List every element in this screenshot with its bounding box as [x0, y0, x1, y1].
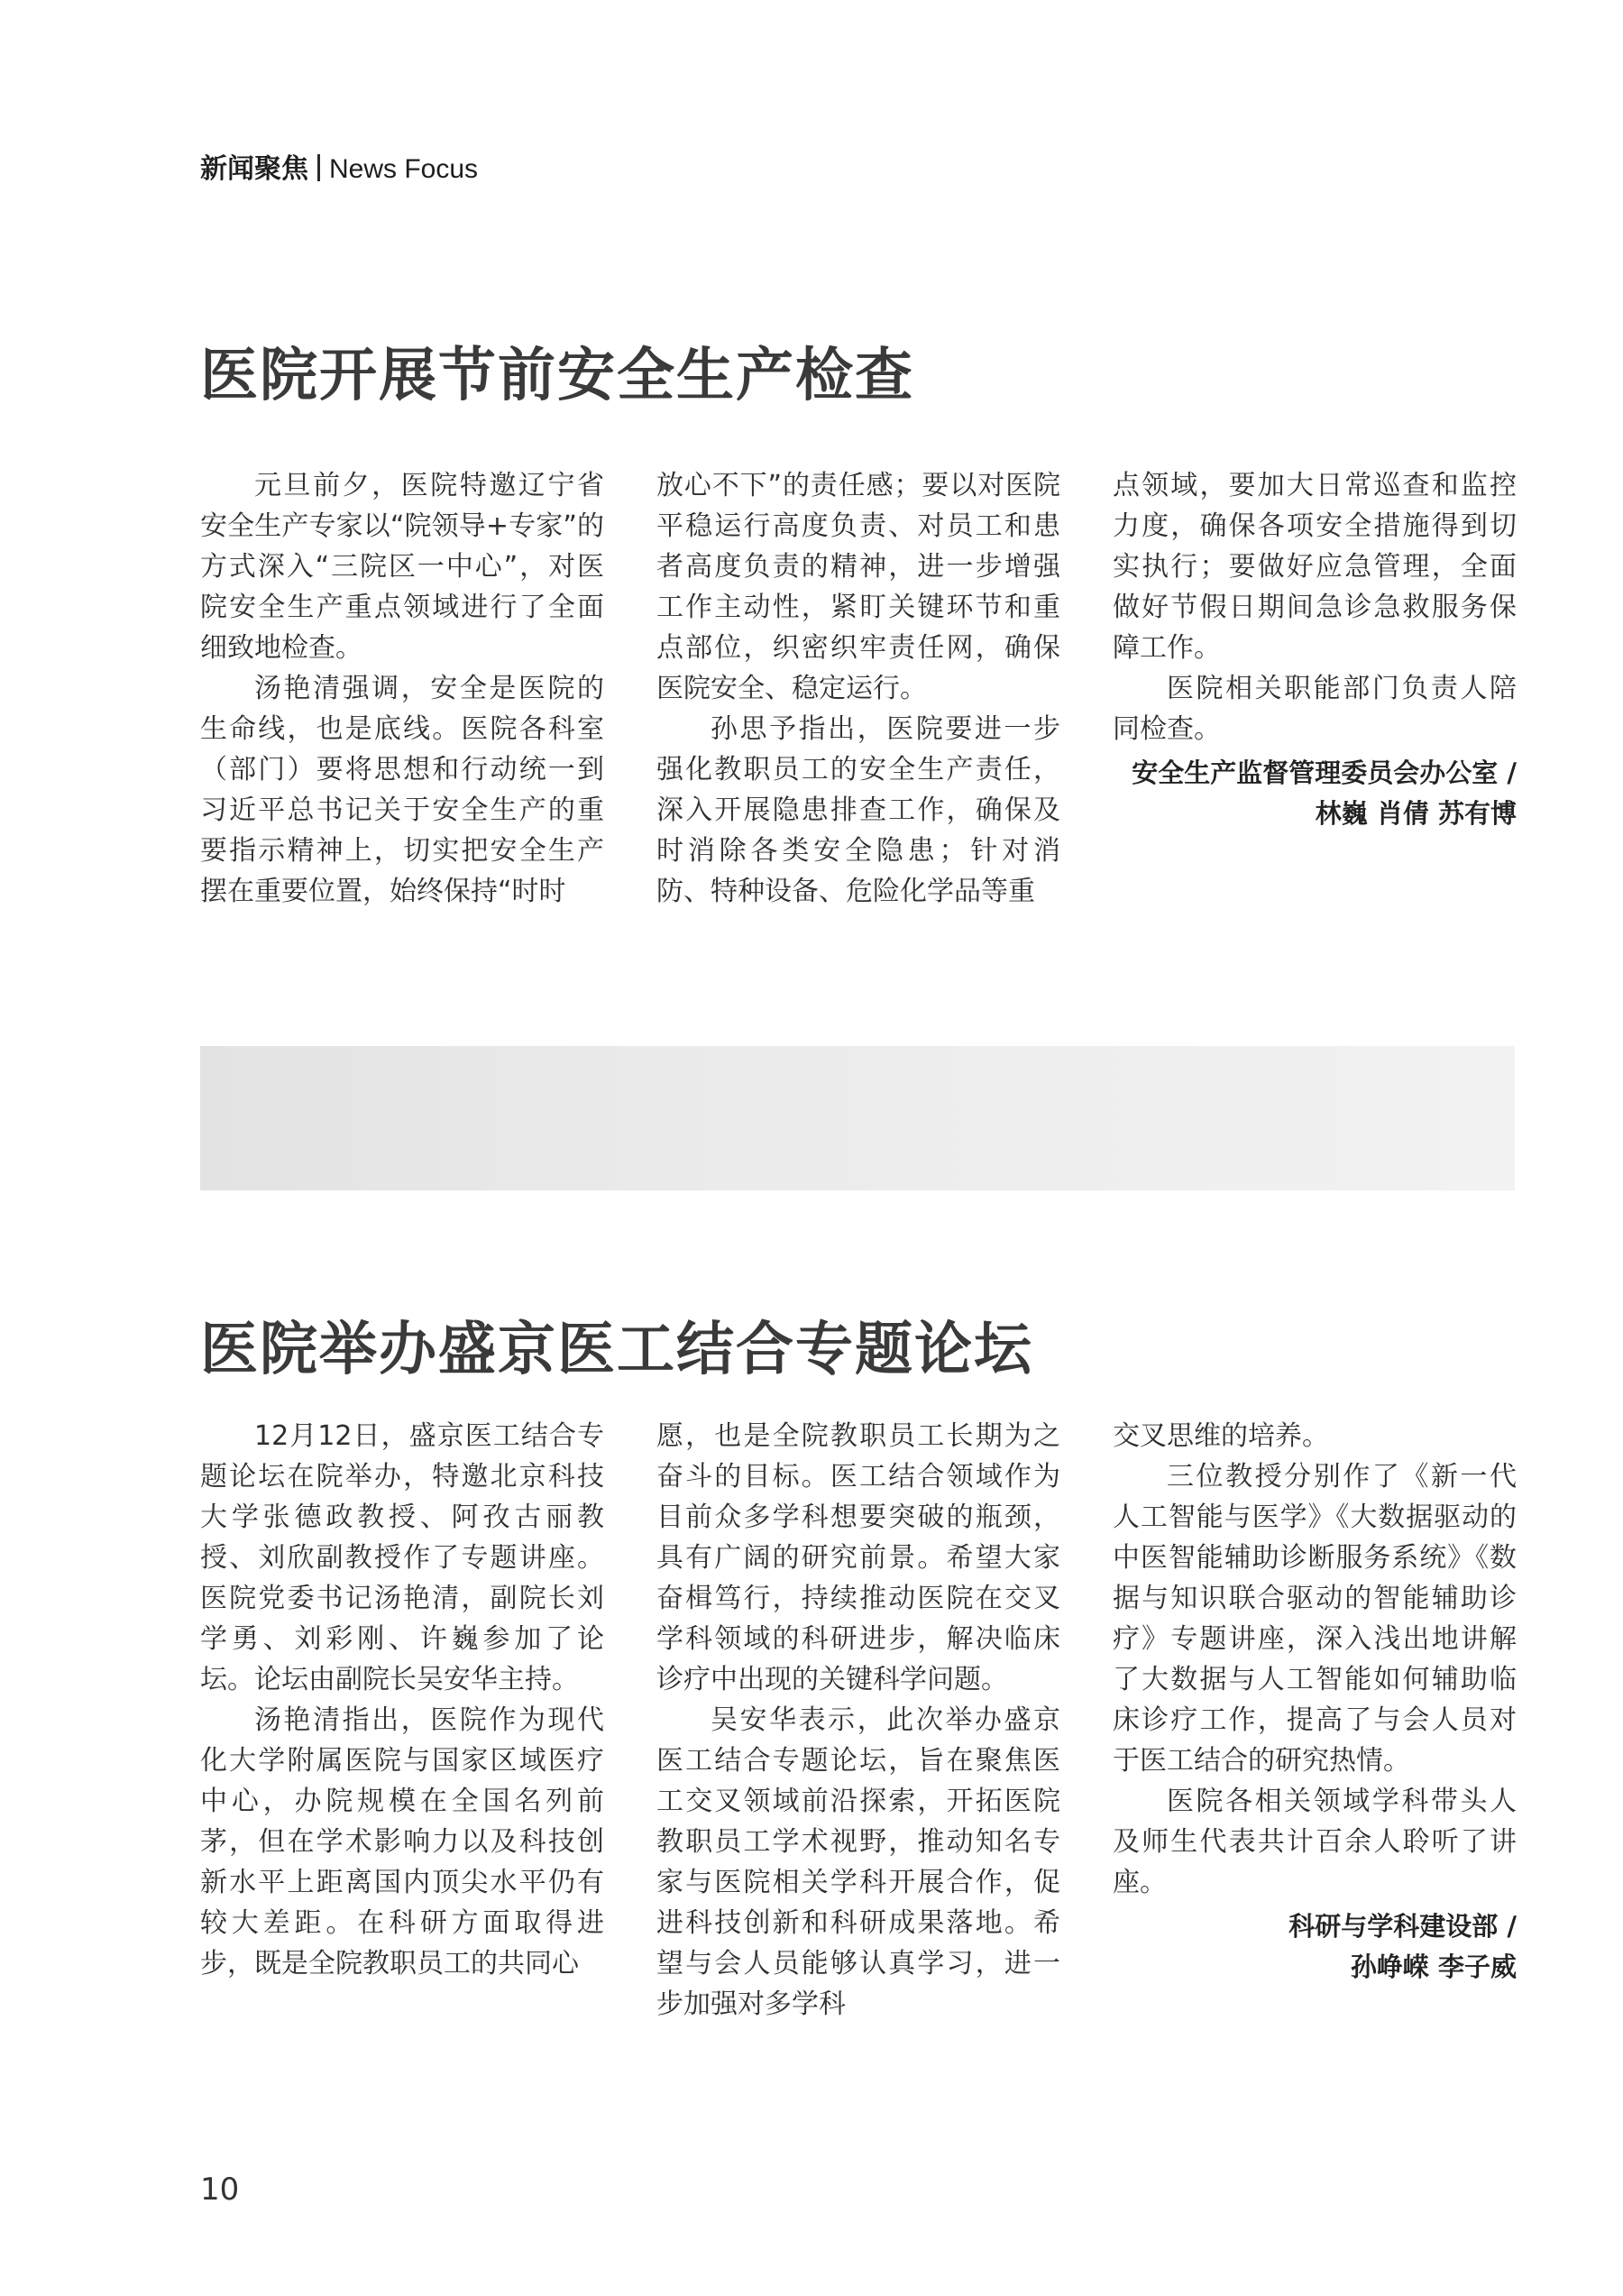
- article1-paragraph: 医院相关职能部门负责人陪同检查。: [1113, 673, 1517, 745]
- article1-paragraph: 点领域，要加大日常巡查和监控力度，确保各项安全措施得到切实执行；要做好应急管理，全面做好节假日期间急诊急救服务保障工作。: [1113, 470, 1517, 664]
- page-number: 10: [200, 2172, 240, 2208]
- article1-column-2: [656, 465, 1060, 916]
- article1-title: 医院开展节前安全生产检查: [200, 343, 914, 409]
- article1-byline: [1113, 753, 1517, 834]
- article1-paragraph: 放心不下”的责任感；要以对医院平稳运行高度负责、对员工和患者高度负责的精神，进一步增强工作主动性，紧盯关键环节和重点部位，织密织牢责任网，确保医院安全、稳定运行。: [656, 470, 1060, 704]
- article2-column-2: [656, 1416, 1060, 2020]
- article2-column-1: [200, 1416, 604, 1984]
- article2-byline: [1113, 1906, 1517, 1988]
- section-label-cn: 新闻聚焦: [200, 153, 308, 185]
- article1-byline-org: 安全生产监督管理委员会办公室 /: [1132, 758, 1517, 788]
- article2-paragraph: 愿，也是全院教职员工长期为之奋斗的目标。医工结合领域作为目前众多学科想要突破的瓶颈，具有广阔的研究前景。希望大家奋楫笃行，持续推动医院在交叉学科领域的科研进步，解决临床诊疗中出现的关键科学问题。: [656, 1420, 1060, 1695]
- section-label-en: News Focus: [329, 154, 479, 184]
- article1-paragraph: 孙思予指出，医院要进一步强化教职员工的安全生产责任，深入开展隐患排查工作，确保及时消除各类安全隐患；针对消防、特种设备、危险化学品等重: [656, 713, 1060, 907]
- article2-paragraph: 医院各相关领域学科带头人及师生代表共计百余人聆听了讲座。: [1113, 1786, 1517, 1898]
- article2-paragraph: 汤艳清指出，医院作为现代化大学附属医院与国家区域医疗中心，办院规模在全国名列前茅，但在学术影响力以及科技创新水平上距离国内顶尖水平仍有较大差距。在科研方面取得进步，既是全院教职员工的共同心: [200, 1704, 604, 1979]
- article1-byline-names: 林巍 肖倩 苏有博: [1315, 798, 1517, 829]
- article2-title: 医院举办盛京医工结合专题论坛: [200, 1317, 1033, 1383]
- article1-column-3: [1113, 465, 1517, 916]
- article1-column-1: [200, 465, 604, 916]
- article2-body: [200, 1416, 1517, 2020]
- article2-byline-names: 孙峥嵘 李子威: [1350, 1952, 1517, 1982]
- section-header: [200, 146, 478, 186]
- article2-byline-org: 科研与学科建设部 /: [1288, 1911, 1517, 1942]
- article2-paragraph: 12月12日，盛京医工结合专题论坛在院举办，特邀北京科技大学张德政教授、阿孜古丽教授、刘欣副教授作了专题讲座。医院党委书记汤艳清，副院长刘学勇、刘彩刚、许巍参加了论坛。论坛由副院长吴安华主持。: [200, 1420, 604, 1695]
- section-divider: [317, 154, 320, 181]
- article2-paragraph: 三位教授分别作了《新一代人工智能与医学》《大数据驱动的中医智能辅助诊断服务系统》《数据与知识联合驱动的智能辅助诊疗》专题讲座，深入浅出地讲解了大数据与人工智能如何辅助临床诊疗工作，提高了与会人员对于医工结合的研究热情。: [1113, 1461, 1517, 1777]
- article1-body: [200, 465, 1517, 916]
- article2-paragraph: 交叉思维的培养。: [1113, 1420, 1329, 1452]
- article2-paragraph: 吴安华表示，此次举办盛京医工结合专题论坛，旨在聚焦医工交叉领域前沿探索，开拓医院教职员工学术视野，推动知名专家与医院相关学科开展合作，促进科技创新和科研成果落地。希望与会人员能够认真学习，进一步加强对多学科: [656, 1704, 1060, 2020]
- article1-paragraph: 汤艳清强调，安全是医院的生命线，也是底线。医院各科室（部门）要将思想和行动统一到习近平总书记关于安全生产的重要指示精神上，切实把安全生产摆在重要位置，始终保持“时时: [200, 673, 604, 907]
- article1-paragraph: 元旦前夕，医院特邀辽宁省安全生产专家以“院领导+专家”的方式深入“三院区一中心”，对医院安全生产重点领域进行了全面细致地检查。: [200, 470, 604, 664]
- article2-column-3: [1113, 1416, 1517, 1984]
- gray-banner: [200, 1046, 1515, 1190]
